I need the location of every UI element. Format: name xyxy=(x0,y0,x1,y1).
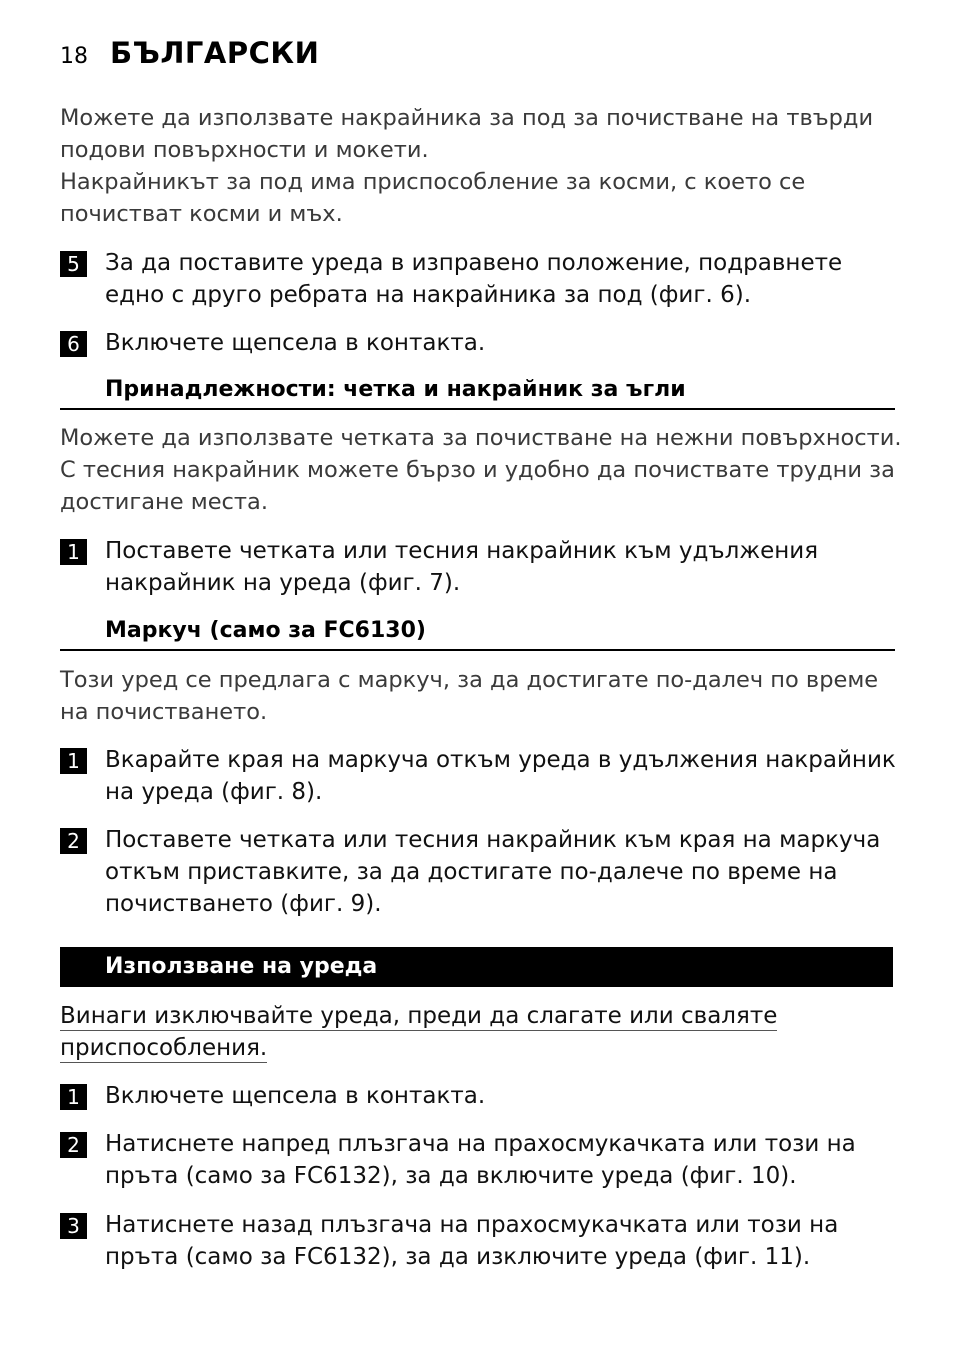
usage-step-1 xyxy=(60,1080,900,1112)
hose-step-1 xyxy=(60,744,900,808)
step-number: 2 xyxy=(60,828,87,854)
step-number: 3 xyxy=(60,1213,87,1239)
language-title: БЪЛГАРСКИ xyxy=(110,36,320,70)
step-text: Включете щепсела в контакта. xyxy=(105,330,486,356)
hose-heading: Маркуч (само за FC6130) xyxy=(60,615,895,651)
step-number: 6 xyxy=(60,331,87,357)
step-text: Включете щепсела в контакта. xyxy=(105,1083,486,1109)
step-6 xyxy=(60,327,900,359)
step-text: Натиснете напред плъзгача на прахосмукачката или този на пръта (само за FC6132), за да включите уреда (фиг. 10). xyxy=(105,1131,856,1189)
step-text: Поставете четката или тесния накрайник към удължения накрайник на уреда (фиг. 7). xyxy=(105,538,819,596)
intro-paragraph-2: Накрайникът за под има приспособление за косми, с което се почистват косми и мъх. xyxy=(60,169,806,227)
step-text: Поставете четката или тесния накрайник към края на маркуча откъм приставките, за да достигате по-далече по време на почистването (фиг. 9). xyxy=(105,827,881,917)
usage-section-bar: Използване на уреда xyxy=(60,947,893,987)
step-5 xyxy=(60,247,900,311)
usage-warning xyxy=(60,1000,780,1064)
usage-step-2 xyxy=(60,1128,900,1192)
usage-step-3 xyxy=(60,1209,900,1273)
step-number: 1 xyxy=(60,1084,87,1110)
usage-warning-text: Винаги изключвайте уреда, преди да слагате или сваляте приспособления. xyxy=(60,1003,778,1061)
step-number: 1 xyxy=(60,539,87,565)
step-number: 2 xyxy=(60,1132,87,1158)
step-text: За да поставите уреда в изправено положение, подравнете едно с друго ребрата на накрайника за под (фиг. 6). xyxy=(105,250,843,308)
step-number: 5 xyxy=(60,251,87,277)
hose-step-2 xyxy=(60,824,900,920)
accessories-step-1 xyxy=(60,535,900,599)
intro-paragraph-1: Можете да използвате накрайника за под за почистване на твърди подови повърхности и мокети. xyxy=(60,105,874,163)
hose-paragraph: Този уред се предлага с маркуч, за да достигате по-далеч по време на почистването. xyxy=(60,667,879,725)
page-header xyxy=(60,36,319,72)
accessories-paragraph: Можете да използвате четката за почистване на нежни повърхности. С тесния накрайник можете бързо и удобно да почиствате трудни за достигане места. xyxy=(60,425,902,515)
page-number: 18 xyxy=(60,44,88,69)
step-number: 1 xyxy=(60,748,87,774)
step-text: Натиснете назад плъзгача на прахосмукачката или този на пръта (само за FC6132), за да изключите уреда (фиг. 11). xyxy=(105,1212,839,1270)
step-text: Вкарайте края на маркуча откъм уреда в удължения накрайник на уреда (фиг. 8). xyxy=(105,747,896,805)
accessories-heading: Принадлежности: четка и накрайник за ъгли xyxy=(60,374,895,410)
